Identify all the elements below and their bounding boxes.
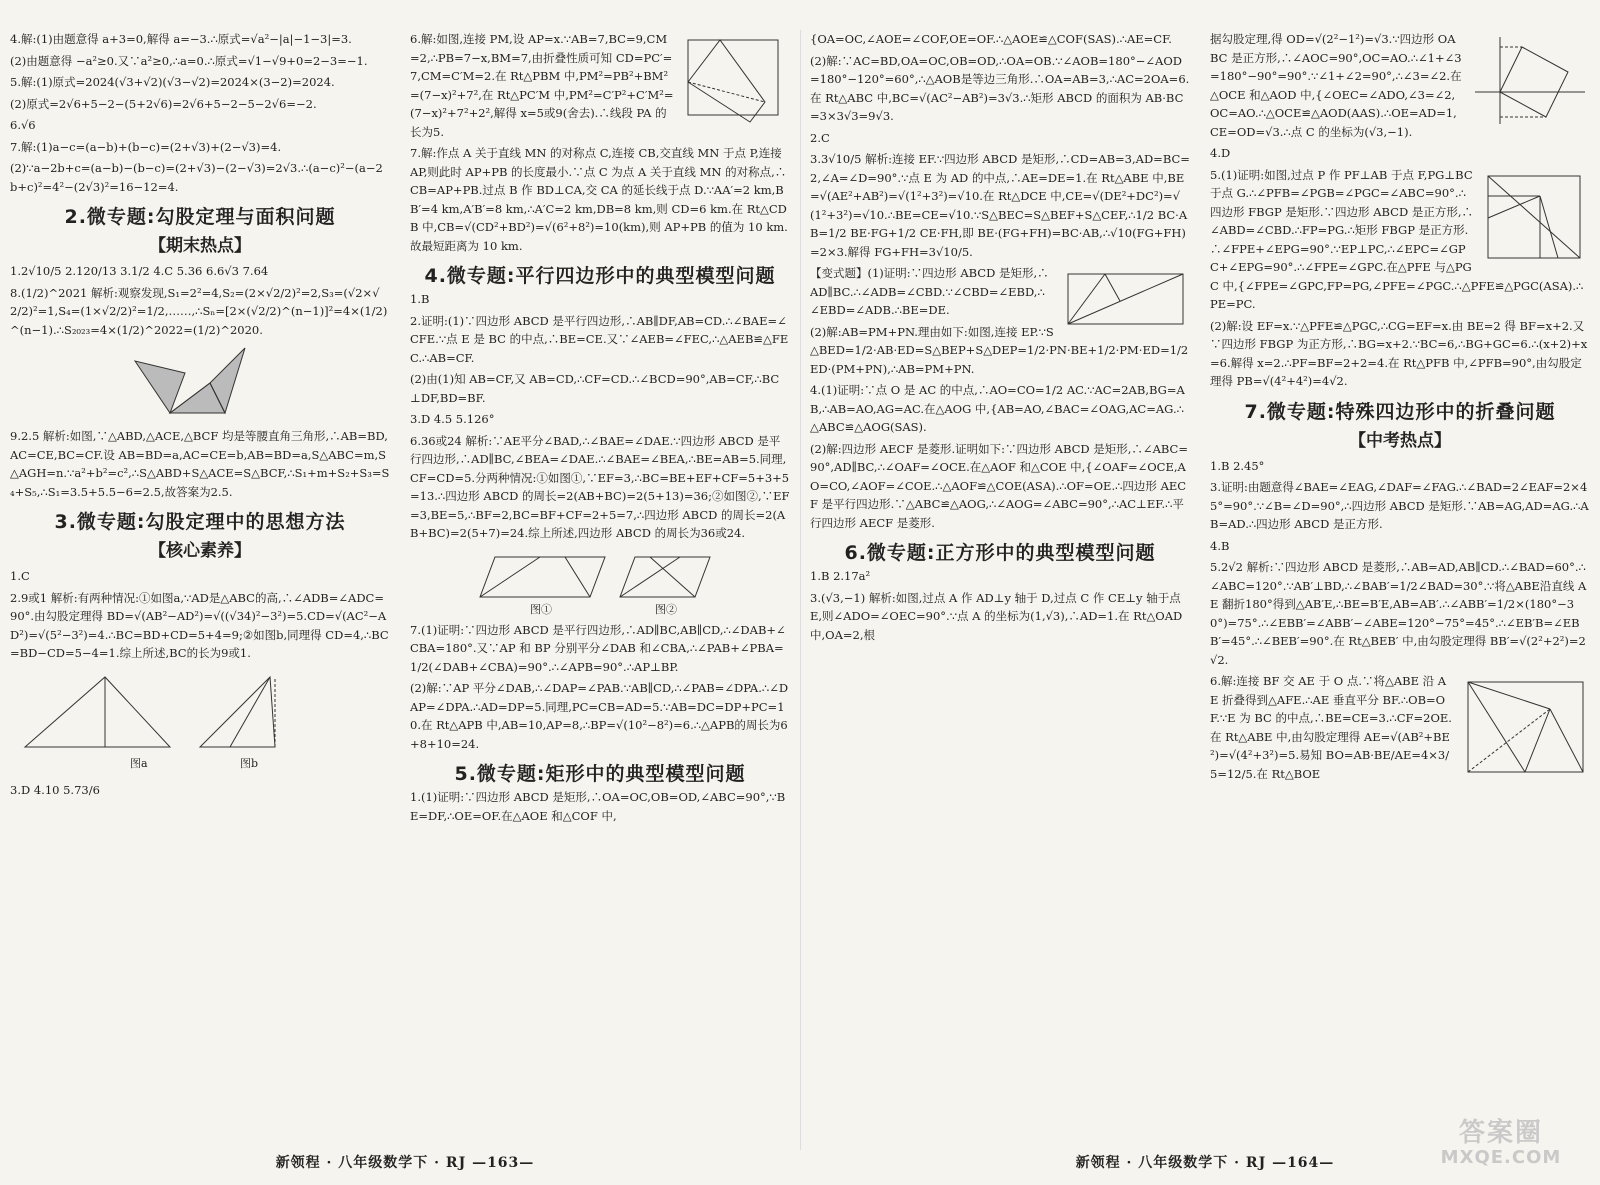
section-title: 7.微专题:特殊四边形中的折叠问题 (1244, 400, 1556, 423)
section-title: 5.微专题:矩形中的典型模型问题 (454, 763, 746, 785)
answer-block: 3.D 4.10 5.73/6 (10, 782, 100, 797)
answer-block: 2.C (810, 130, 830, 145)
answer-block: {OA=OC,∠AOE=∠COF,OE=OF.∴△AOE≌△COF(SAS).∴AE=CF. (810, 32, 1172, 46)
section-title: 6.微专题:正方形中的典型模型问题 (844, 542, 1156, 564)
section-title: 3.微专题:勾股定理中的思想方法 (54, 511, 346, 533)
answer-block: 3.证明:由题意得∠BAE=∠EAG,∠DAF=∠FAG.∴∠BAD=2∠EAF=2×45°=90°.∵∠B=∠D=90°,∴四边形 ABCD 是矩形.∵AB=AG,AD=AG.∴AB=AD.∴四边形 ABCD 是正方形. (1210, 480, 1589, 531)
answer-block: 7.解:作点 A 关于直线 MN 的对称点 C,连接 CB,交直线 MN 于点 P,连接 AP,则此时 AP+PB 的长度最小.∵点 C 为点 A 关于直线 MN 的对称点,∴CB=AP+PB.过点 B 作 BD⊥CA,交 CA 的延长线于点 D.∵AA′=2 km,BB′=4 km,A′B′=8 km,∴A′C=2 km,DB=8 km,则 CD=6 km.在 Rt△CDB 中,CB=√(CD²+BD²)=√(6²+8²)=10(km),则 AP+PB 的值为 10 km.故最短距离为 10 km. (410, 146, 788, 253)
answer-block: 5.2√2 解析:∵四边形 ABCD 是菱形,∴AB=AD,AB∥CD.∴∠BAD=60°.∴∠ABC=120°.∵AB′⊥BD,∴∠BAB′=1/2∠BAD=30°.∵将△ABE沿直线 AE 翻折180°得到△AB′E,∴BE=B′E,AB=AB′.∴∠ABB′=1/2×(180°−30°)=75°.∴∠EBB′=∠ABB′−∠ABE=120°−75°=45°.∴∠EB′B=∠EBB′=45°.∴∠BEB′=90°.在 Rt△BEB′ 中,由勾股定理得 BB′=√(2²+2²)=2√2. (1210, 560, 1587, 667)
answer-block: 1.B 2.45° (1210, 458, 1265, 473)
answer-block: 5.(1)证明:如图,过点 P 作 PF⊥AB 于点 F,PG⊥BC 于点 G.∴∠PFB=∠PGB=∠PGC=∠ABC=90°.∴四边形 FBGP 是矩形.∵四边形 ABCD 是正方形,∴∠ABD=∠CBD.∴FP=PG.∴矩形 FBGP 是正方形.∴∠FPE+∠EPG=90°.∵EP⊥PC,∴∠EPC=∠GPC+∠EPG=90°.∴∠FPE=∠GPC.在△PFE 与△PGC 中,{∠FPE=∠GPC,FP=PG,∠PFE=∠PGC.∴△PFE≌△PGC(ASA).∴PE=PC. (1210, 167, 1584, 311)
section-subtitle: 【中考热点】 (1349, 430, 1451, 451)
answer-block: 6.解:如图,连接 PM,设 AP=x.∵AB=7,BC=9,CM=2,∴PB=7−x,BM=7,由折叠性质可知 CD=PC′=7,CM=C′M=2.在 Rt△PBM 中,PM²=PB²+BM²=(7−x)²+7²,在 Rt△PC′M 中,PM²=C′P²+C′M²=(7−x)²+7²+2²,解得 x=5或9(舍去).∴线段 PA 的长为5. (410, 32, 674, 139)
answer-block: (2)解:AB=PM+PN.理由如下:如图,连接 EP.∵S△BED=1/2·AB·ED=S△BEP+S△DEP=1/2·PN·BE+1/2·PM·ED=1/2 ED·(PM+PN),∴AB=PM+PN. (810, 324, 1189, 376)
answer-block: 9.2.5 解析:如图,∵△ABD,△ACE,△BCF 均是等腰直角三角形,∴AB=BD,AC=CE,BC=CF.设 AB=BD=a,AC=CE=b,AB=BD=a,S△ABC=m,S△AGH=n.∵a²+b²=c²,∴S△ABD+S△ACE=S△BCF,∴S₁+m+S₂+S₃=S₄+S₅,∴S₁=3.5+5.5−6=2.5,故答案为2.5. (10, 429, 390, 499)
page-footer: 新领程 · 八年级数学下 · RJ —164— (1075, 1155, 1335, 1171)
answer-block: (2)∵a−2b+c=(a−b)−(b−c)=(2+√3)−(2−√3)=2√3.∴(a−c)²−(a−2b+c)²=4²−(2√3)²=16−12=4. (10, 161, 383, 194)
answer-block: 6.解:连接 BF 交 AE 于 O 点.∵将△ABE 沿 AE 折叠得到△AFE.∴AE 垂直平分 BF.∴OB=OF.∵E 为 BC 的中点,∴BE=CE=3.∴CF=2OE.在 Rt△ABE 中,由勾股定理得 AE=√(AB²+BE²)=√(4²+3²)=5.易知 BO=AB·BE/AE=4×3/5=12/5.在 Rt△BOE (1210, 674, 1452, 781)
page-footer: 新领程 · 八年级数学下 · RJ —163— (275, 1155, 535, 1171)
answer-block: 6.36或24 解析:∵AE平分∠BAD,∴∠BAE=∠DAE.∵四边形 ABCD 是平行四边形,∴AD∥BC,∠BEA=∠DAE.∴∠BAE=∠BEA,∴BE=AB=5.同理,CF=CD=5.分两种情况:①如图①,∵EF=3,∴BC=BE+EF+CF=5+3+5=13.∴四边形 ABCD 的周长=2(AB+BC)=2(5+13)=36;②如图②,∵EF=3,BE=5,∴BF=2,BC=BF+CF=2+5=7,∴四边形 ABCD 的周长=2(AB+BC)=2(5+7)=24.综上所述,四边形 ABCD 的周长为36或24. (410, 433, 790, 540)
section-title: 4.微专题:平行四边形中的典型模型问题 (424, 265, 776, 287)
coordinate-square-figure (1470, 32, 1590, 127)
triangle-figures-a-b (15, 667, 385, 777)
figure-caption-1: 图① (530, 602, 552, 616)
section-title: 2.微专题:勾股定理与面积问题 (64, 206, 336, 228)
answer-block: (2)由(1)知 AB=CF,又 AB=CD,∴CF=CD.∴∠BCD=90°,AB=CF,∴BC⊥DF,BD=BF. (410, 372, 780, 405)
answer-block: 8.(1/2)^2021 解析:观察发现,S₁=2²=4,S₂=(2×√2/2)²=2,S₃=(√2×√2/2)²=1,S₄=(1×√2/2)²=1/2,……,∴Sₙ=[2×(√2/2)^(n−1)]²=4×(1/2)^(n−1).∴S₂₀₂₃=4×(1/2)^2022=(1/2)^2020. (10, 285, 388, 337)
watermark-url: MXQE.COM (1440, 1147, 1562, 1168)
section-subtitle: 【期末热点】 (149, 236, 251, 256)
watermark-logo (1416, 1118, 1586, 1170)
answer-block: 1.2√10/5 2.120/13 3.1/2 4.C 5.36 6.6√3 7.64 (10, 264, 269, 278)
watermark-text: 答案圈 (1458, 1118, 1543, 1148)
answer-block: (2)原式=2√6+5−2−(5+2√6)=2√6+5−2−5−2√6=−2. (10, 96, 317, 111)
answer-block: 据勾股定理,得 OD=√(2²−1²)=√3.∵四边形 OABC 是正方形,∴∠AOC=90°,OC=AO.∴∠1+∠3=180°−90°=90°.∵∠1+∠2=90°,∴∠3=∠2.在△OCE 和△AOD 中,{∠OEC=∠ADO,∠3=∠2,OC=AO.∴△OCE≌△AOD(AAS).∴OE=AD=1,CE=OD=√3.∴点 C 的坐标为(√3,−1). (1210, 32, 1462, 139)
answer-block: 4.B (1210, 538, 1230, 553)
left-page (10, 30, 800, 1180)
left-column-2 (410, 30, 790, 1135)
answer-block: (2)解:设 EF=x.∵△PFE≌△PGC,∴CG=EF=x.由 BE=2 得 BF=x+2.又∵四边形 FBGP 为正方形,∴BG=x+2.∵BC=6,∴BG+GC=6.∴(x+2)+x=6.解得 x=2.∴PF=BF=2+2=4.在 Rt△PFB 中,∠PFB=90°,由勾股定理得 PB=√(4²+4²)=4√2. (1210, 318, 1588, 388)
answer-block: 1.B (410, 292, 430, 306)
answer-block: 1.B 2.17a² (810, 569, 871, 583)
answer-block: 2.9或1 解析:有两种情况:①如图a,∵AD是△ABC的高,∴∠ADB=∠ADC=90°.由勾股定理得 BD=√(AB²−AD²)=√((√34)²−3²)=5.CD=√(AC²−AD²)=√(5²−3²)=4.∴BC=BD+CD=5+4=9;②如图b,同理得 CD=4,∴BC=BD−CD=5−4=1.综上所述,BC的长为9或1. (10, 590, 389, 660)
page-gutter (800, 30, 801, 1150)
answer-block: 6.√6 (10, 118, 36, 132)
answer-block: 1.C (10, 569, 30, 583)
left-column-1 (10, 30, 390, 1135)
answer-block: 4.解:(1)由题意得 a+3=0,解得 a=−3.∴原式=√a²−|a|−1−3|=3. (10, 32, 352, 46)
answer-block: 5.解:(1)原式=2024(√3+√2)(√3−√2)=2024×(3−2)=2024. (10, 75, 335, 89)
answer-block: (2)解:四边形 AECF 是菱形.证明如下:∵四边形 ABCD 是矩形,∴∠ABC=90°,AD∥BC,∴∠OAF=∠OCE.在△AOF 和△COE 中,{∠OAF=∠OCE,AO=CO,∠AOF=∠COE.∴△AOF≌△COE(ASA).∴OF=OE.∴四边形 AECF 是平行四边形.∵△ABC≌△AOG,∴∠AOG=∠ABC=90°,∴AC⊥EF.∴平行四边形 AECF 是菱形. (810, 441, 1188, 530)
section-subtitle: 【核心素养】 (149, 541, 251, 561)
answer-block: 4.D (1210, 146, 1231, 160)
figure-caption-b: 图b (240, 756, 259, 770)
square-diagonal-figure (1480, 168, 1590, 268)
folding-rectangle-figure (680, 32, 790, 127)
figure-caption-a: 图a (130, 756, 148, 770)
parallelogram-figures (470, 547, 730, 617)
answer-block: 1.(1)证明:∵四边形 ABCD 是矩形,∴OA=OC,OB=OD,∠ABC=90°,∵BE=DF,∴OE=OF.在△AOE 和△COF 中, (410, 790, 786, 823)
answer-block: (2)由题意得 −a²≥0.又∵a²≥0,∴a=0.∴原式=√1−√9+0=2−3=−1. (10, 53, 368, 68)
answer-block: (2)解:∵AC=BD,OA=OC,OB=OD,∴OA=OB.∵∠AOB=180°−∠AOD=180°−120°=60°,∴△AOB是等边三角形.∴OA=AB=3,∴AC=2OA=6.在 Rt△ABC 中,BC=√(AC²−AB²)=3√3.∴矩形 ABCD 的面积为 AB·BC=3×3√3=9√3. (810, 53, 1190, 123)
figure-caption-2: 图② (655, 602, 677, 616)
answer-block: (2)解:∵AP 平分∠DAB,∴∠DAP=∠PAB.∵AB∥CD,∴∠PAB=∠DPA.∴∠DAP=∠DPA.∴AD=DP=5.同理,PC=CB=AD=5.∵AB=DC=DP+PC=10.在 Rt△APB 中,AB=10,AP=8,∴BP=√(10²−8²)=6.∴△APB的周长为6+8+10=24. (410, 681, 789, 751)
answer-block: 4.(1)证明:∵点 O 是 AC 的中点,∴AO=CO=1/2 AC.∵AC=2AB,BG=AB,∴AB=AO,AG=AC.在△AOG 中,{AB=AO,∠BAC=∠OAG,AC=AG.∴△ABC≌△AOG(SAS). (810, 383, 1185, 434)
answer-block: 3.(√3,−1) 解析:如图,过点 A 作 AD⊥y 轴于 D,过点 C 作 CE⊥y 轴于点 E,则∠ADO=∠OEC=90°.∵点 A 的坐标为(1,√3),∴AD=1.在 Rt△OAD 中,OA=2,根 (810, 590, 1183, 642)
answer-block: 3.3√10/5 解析:连接 EF.∵四边形 ABCD 是矩形,∴CD=AB=3,AD=BC=2,∠A=∠D=90°.∵点 E 为 AD 的中点,∴AE=DE=1.在 Rt△ABE 中,BE=√(AE²+AB²)=√(1²+3²)=√10.在 Rt△DCE 中,CE=√(DE²+DC²)=√(1²+3²)=√10.∴BE=CE=√10.∵S△BEC=S△BEF+S△CEF,∴1/2 BC·AB=1/2 BE·FG+1/2 CE·FH,即 BE·(FG+FH)=BC·AB,∴√10(FG+FH)=2×3.解得 FG+FH=3√10/5. (810, 152, 1190, 259)
right-column-1 (810, 30, 1190, 1135)
answer-block: 【变式题】(1)证明:∵四边形 ABCD 是矩形,∴AD∥BC.∴∠ADB=∠CBD.∵∠CBD=∠EBD,∴∠EBD=∠ADB.∴BE=DE. (810, 266, 1049, 317)
rectangle-point-figure (1060, 266, 1190, 331)
answer-block: 7.解:(1)a−c=(a−b)+(b−c)=(2+√3)+(2−√3)=4. (10, 139, 282, 154)
answer-block: 7.(1)证明:∵四边形 ABCD 是平行四边形,∴AD∥BC,AB∥CD,∴∠DAB+∠CBA=180°.又∵AP 和 BP 分别平分∠DAB 和∠CBA,∴∠PAB+∠PBA=1/2(∠DAB+∠CBA)=90°.∴∠APB=90°.∴AP⊥BP. (410, 622, 786, 674)
right-column-2 (1210, 30, 1590, 1135)
answer-block: 2.证明:(1)∵四边形 ABCD 是平行四边形,∴AB∥DF,AB=CD.∴∠BAE=∠CFE.∵点 E 是 BC 的中点,∴BE=CE.又∵∠AEB=∠FEC,∴△AEB≌△FEC.∴AB=CF. (410, 313, 789, 365)
right-page (810, 30, 1600, 1180)
fold-rectangle-figure (1460, 674, 1590, 779)
isosceles-triangles-figure (125, 343, 275, 423)
answer-block: 3.D 4.5 5.126° (410, 412, 495, 426)
